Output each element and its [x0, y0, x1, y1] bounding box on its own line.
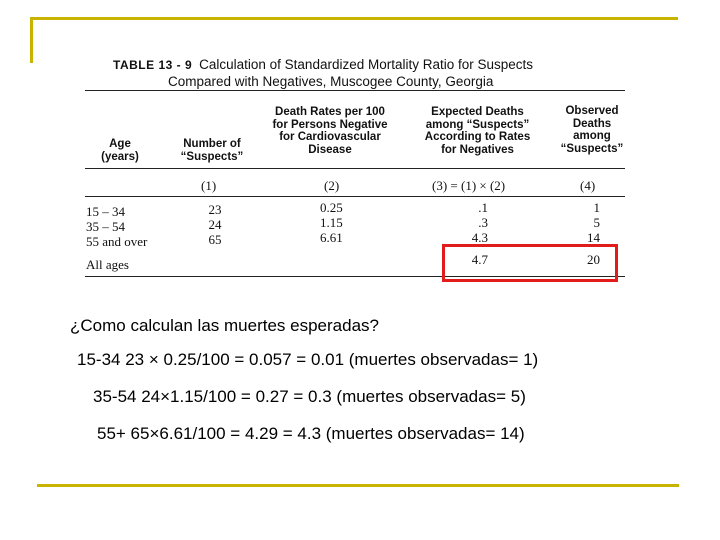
colnum-1: (1): [201, 178, 217, 193]
left-rule: [30, 17, 33, 63]
observed-cell: 5: [593, 215, 600, 230]
age-cell: 35 – 54: [86, 219, 125, 234]
table-label: TABLE 13 - 9: [113, 58, 193, 72]
colnum-rule: [85, 196, 625, 197]
rate-cell: 6.61: [320, 230, 343, 245]
calculation-line: 55+ 65×6.61/100 = 4.29 = 4.3 (muertes observadas= 14): [97, 424, 525, 443]
table-title-line1: Calculation of Standardized Mortality Ratio for Suspects: [199, 57, 534, 72]
total-label: All ages: [86, 257, 129, 272]
header-age: Age (years): [101, 138, 139, 163]
expected-cell: 4.3: [471, 230, 488, 245]
rate-cell: 0.25: [320, 200, 343, 215]
colnum-4: (4): [580, 178, 596, 193]
observed-column: [578, 200, 600, 245]
rate-cell: 1.15: [320, 215, 343, 230]
header-suspects: Number of “Suspects”: [180, 138, 244, 163]
rate-column: [320, 200, 343, 245]
header-rule: [85, 168, 625, 169]
expected-cell: .1: [478, 200, 488, 215]
bottom-rule: [37, 484, 679, 487]
suspects-column: [198, 202, 232, 247]
top-rule: [30, 17, 678, 20]
table-title: [113, 56, 534, 89]
total-expected: 4.7: [471, 252, 488, 267]
expected-column: [452, 200, 488, 245]
header-observed: Observed Deaths among “Suspects”: [560, 105, 624, 155]
header-expected: Expected Deaths among “Suspects” According to Rates for Negatives: [424, 106, 531, 156]
colnum-2: (2): [324, 178, 340, 193]
age-cell: 55 and over: [86, 234, 148, 249]
age-cell: 15 – 34: [86, 204, 125, 219]
calculation-line: 35-54 24×1.15/100 = 0.27 = 0.3 (muertes observadas= 5): [93, 387, 526, 406]
age-column: [86, 204, 147, 249]
calculation-line: 15-34 23 × 0.25/100 = 0.057 = 0.01 (muertes observadas= 1): [77, 350, 539, 369]
question-text: ¿Como calculan las muertes esperadas?: [70, 316, 379, 335]
highlight-box: [442, 244, 618, 282]
expected-cell: .3: [478, 215, 488, 230]
observed-cell: 14: [587, 230, 600, 245]
observed-cell: 1: [593, 200, 600, 215]
suspects-cell: 24: [208, 217, 222, 232]
table-title-line2: Compared with Negatives, Muscogee County, Georgia: [168, 74, 494, 89]
total-observed: 20: [587, 252, 600, 267]
suspects-cell: 65: [208, 232, 222, 247]
suspects-cell: 23: [208, 202, 222, 217]
table-top-rule: [85, 90, 625, 91]
header-death-rates: Death Rates per 100 for Persons Negative for Cardiovascular Disease: [272, 106, 388, 156]
colnum-3: (3) = (1) × (2): [432, 178, 506, 193]
